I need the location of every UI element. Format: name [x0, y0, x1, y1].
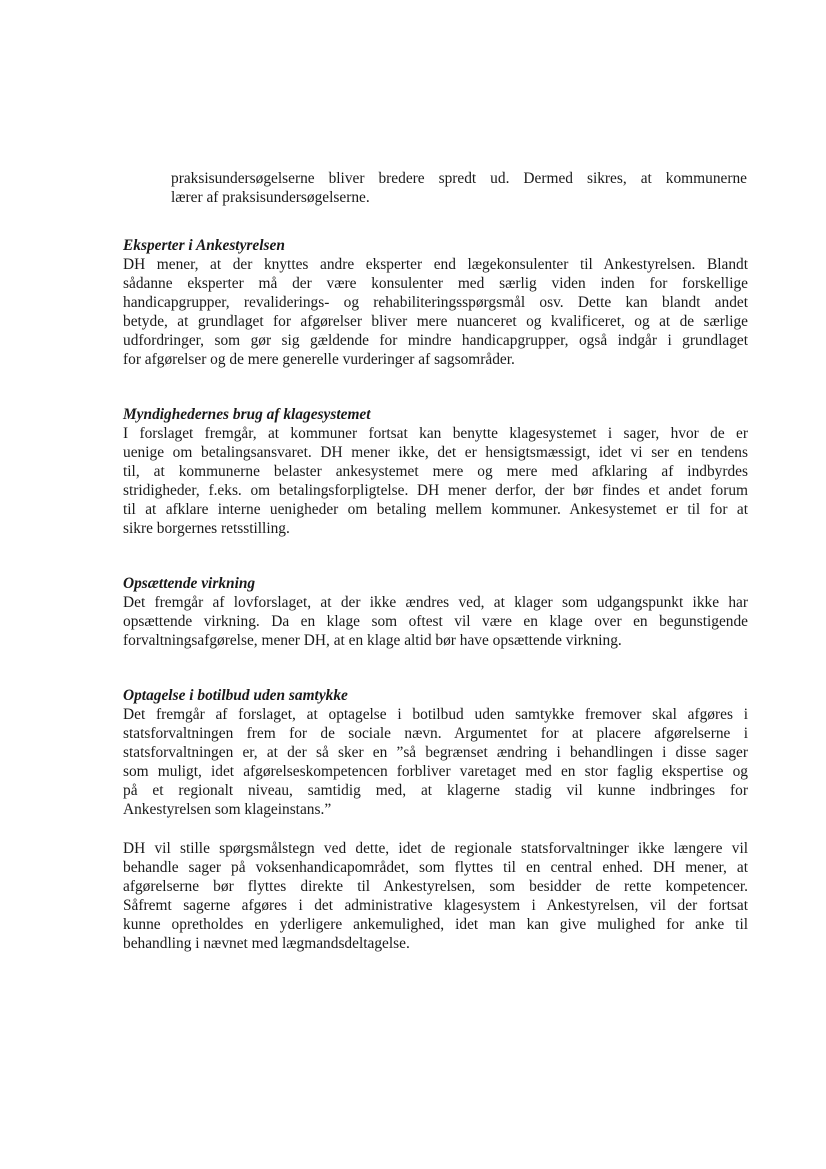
paragraph: [123, 255, 748, 369]
section-optagelse: [123, 686, 748, 819]
section-heading: Optagelse i botilbud uden samtykke: [123, 687, 348, 704]
paragraph-dh-spoergsmaal: [123, 839, 748, 953]
text-line: Det fremgår af forslaget, at optagelse i botilbud uden samtykke fremover skal afgøres i: [123, 706, 748, 723]
text-line: sikre borgernes retsstilling.: [123, 520, 290, 537]
text-line: kunne opretholdes en yderligere ankemulighed, idet man kan give mulighed for anke til: [123, 916, 748, 933]
text-line: uenige om betalingsansvaret. DH mener ikke, det er hensigtsmæssigt, idet vi ser en tendens: [123, 444, 748, 461]
text-line: Såfremt sagerne afgøres i det administrative klagesystem i Ankestyrelsen, vil der fortsat: [123, 897, 748, 914]
text-line: som muligt, idet afgørelseskompetencen forbliver varetaget med en stor faglig ekspertise og: [123, 763, 748, 780]
section-heading: Myndighedernes brug af klagesystemet: [123, 406, 371, 423]
text-line: til, at kommunerne belaster ankesystemet mere og mere med afklaring af indbyrdes: [123, 463, 748, 480]
text-line: forvaltningsafgørelse, mener DH, at en klage altid bør have opsættende virkning.: [123, 632, 622, 649]
text-line: udfordringer, som gør sig gældende for mindre handicapgrupper, også indgår i grundlaget: [123, 332, 748, 349]
text-line: afgørelserne bør flyttes direkte til Ankestyrelsen, som besidder de rette kompetencer.: [123, 878, 748, 895]
text-line: statsforvaltningen er, at der så sker en ”så begrænset ændring i behandlingen i disse sager: [123, 744, 748, 761]
text-line: Det fremgår af lovforslaget, at der ikke ændres ved, at klager som udgangspunkt ikke har: [123, 594, 748, 611]
text-line: I forslaget fremgår, at kommuner fortsat kan benytte klagesystemet i sager, hvor de er: [123, 425, 748, 442]
text-line: til at afklare interne uenigheder om betaling mellem kommuner. Ankesystemet er til for at: [123, 501, 748, 518]
text-line: statsforvaltningen frem for de sociale nævn. Argumentet for at placere afgørelserne i: [123, 725, 748, 742]
text-line: behandle sager på voksenhandicapområdet, som flyttes til en central enhed. DH mener, at: [123, 859, 748, 876]
section-opsaettende: [123, 574, 748, 650]
text-line: betyde, at grundlaget for afgørelser bliver mere nuanceret og kvalificeret, og at de særlige: [123, 313, 748, 330]
text-line: for afgørelser og de mere generelle vurderinger af sagsområder.: [123, 351, 515, 368]
text-line: DH vil stille spørgsmålstegn ved dette, idet de regionale statsforvaltninger ikke længere vil: [123, 840, 748, 857]
section-heading: Eksperter i Ankestyrelsen: [123, 237, 285, 254]
text-line: Ankestyrelsen som klageinstans.”: [123, 801, 332, 818]
paragraph: [123, 424, 748, 538]
text-line: behandling i nævnet med lægmandsdeltagelse.: [123, 935, 410, 952]
text-line: på et regionalt niveau, samtidig med, at klagerne stadig vil kunne indbringes for: [123, 782, 748, 799]
paragraph: [123, 593, 748, 650]
section-eksperter: [123, 236, 748, 369]
section-myndigheder: [123, 405, 748, 538]
section-heading: Opsættende virkning: [123, 575, 256, 592]
text-line: opsættende virkning. Da en klage som oftest vil være en klage over en begunstigende: [123, 613, 748, 630]
text-line: handicapgrupper, revaliderings- og rehabiliteringsspørgsmål osv. Dette kan blandt andet: [123, 294, 748, 311]
text-line: praksisundersøgelserne bliver bredere spredt ud. Dermed sikres, at kommunerne: [171, 170, 747, 187]
paragraph: [123, 705, 748, 819]
text-line: lærer af praksisundersøgelserne.: [171, 189, 370, 206]
intro-paragraph: [171, 169, 747, 207]
text-line: sådanne eksperter må der være konsulenter med særlig viden inden for forskellige: [123, 275, 748, 292]
text-line: stridigheder, f.eks. om betalingsforpligtelse. DH mener derfor, der bør findes et andet forum: [123, 482, 748, 499]
text-line: DH mener, at der knyttes andre eksperter end lægekonsulenter til Ankestyrelsen. Blandt: [123, 256, 748, 273]
